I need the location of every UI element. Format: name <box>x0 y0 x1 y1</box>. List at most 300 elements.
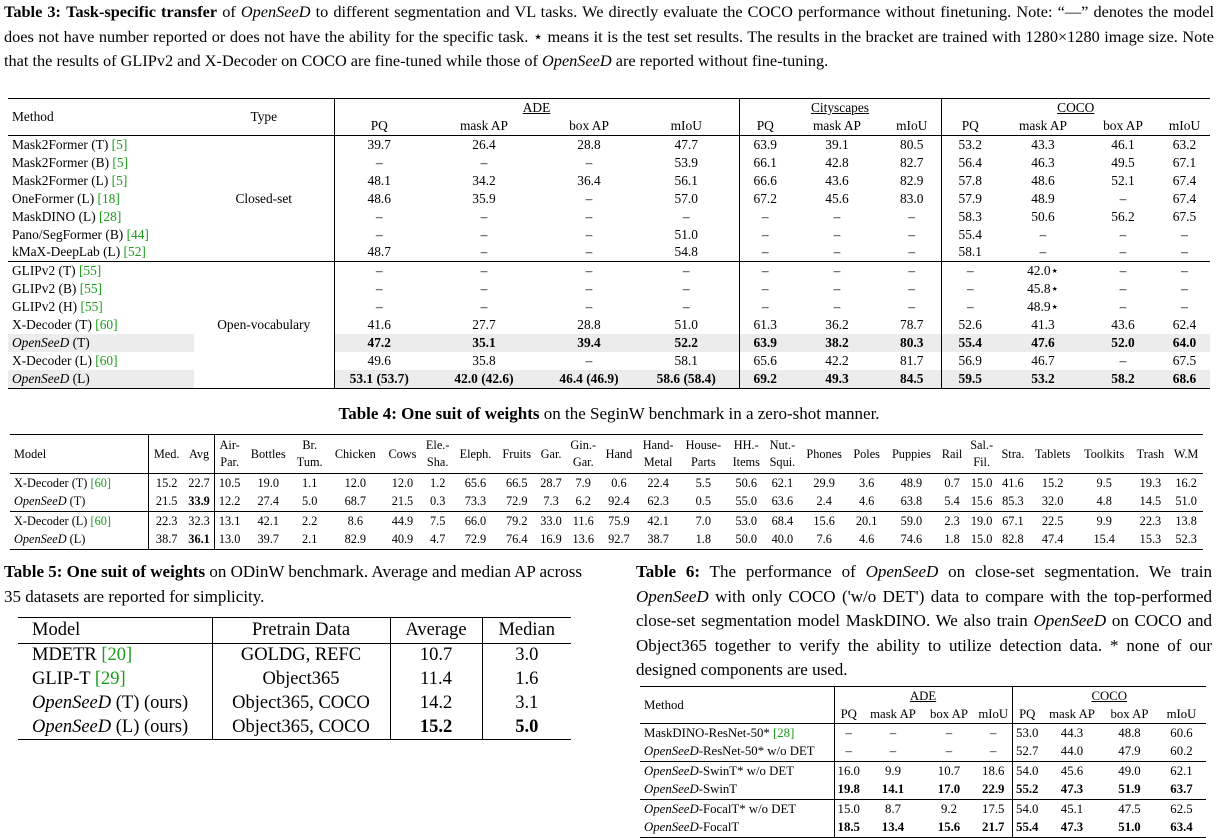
t4-header-col <box>765 435 800 474</box>
t4-header-text: Metal <box>643 455 673 469</box>
table-cell: 7.5 <box>429 513 446 528</box>
method-name-italic: OpenSeeD <box>32 716 112 737</box>
t3-subheader-col: mask AP <box>460 118 508 134</box>
table-cell: – <box>1181 299 1188 315</box>
table-row <box>8 136 1210 154</box>
t4-header-col <box>214 435 244 474</box>
table-cell: 52.7 <box>1016 744 1039 759</box>
t4-header-col <box>601 435 637 474</box>
t4-header-col <box>885 435 938 474</box>
method-label: X-Decoder (T) <box>12 317 96 333</box>
table-cell: 15.0 <box>970 475 993 490</box>
method-name-italic: OpenSeeD <box>14 494 67 509</box>
table-cell: 12.0 <box>391 475 414 490</box>
table-cell: 10.5 <box>218 475 241 490</box>
table-cell: 62.5 <box>1170 801 1193 816</box>
citation-link: [5] <box>112 154 129 170</box>
t4-header-text: Nut.- <box>769 438 796 452</box>
table-cell: 56.4 <box>958 154 982 170</box>
table-cell: 15.2 <box>155 475 178 490</box>
t6-header-coco: COCO <box>1091 688 1128 703</box>
table-cell: 27.7 <box>472 317 496 333</box>
t3-subheader-col: mask AP <box>813 118 861 134</box>
t3-type-cell: Open-vocabulary <box>194 262 334 388</box>
method-suffix: (T) <box>66 494 86 509</box>
table-cell: 17.5 <box>975 800 1012 819</box>
median-ap: 1.6 <box>515 669 539 689</box>
t5-header-median: Median <box>498 620 555 640</box>
table-cell: 45.8⋆ <box>1027 281 1059 297</box>
method-name <box>8 243 194 261</box>
table-cell: 16.2 <box>1175 475 1197 490</box>
t4-header-col <box>244 435 292 474</box>
table-cell: – <box>585 352 593 368</box>
table-cell: – <box>480 263 488 279</box>
table-cell: 58.3 <box>958 208 982 224</box>
citation-link: [60] <box>95 352 118 368</box>
table-cell: 48.7 <box>367 244 391 260</box>
method-suffix: -ResNet-50* w/o DET <box>698 744 815 759</box>
method-label: X-Decoder (T) <box>14 475 91 490</box>
table-cell: 2.1 <box>301 532 318 547</box>
method-name <box>8 334 194 352</box>
table-cell: 39.1 <box>825 137 849 152</box>
table-cell: – <box>375 208 383 224</box>
table-cell: – <box>975 724 1012 743</box>
t4-header-col <box>327 435 383 474</box>
table-cell: 22.3 <box>1139 513 1162 528</box>
method-name-italic: OpenSeeD <box>644 744 699 759</box>
table-cell: – <box>761 244 769 260</box>
t4-header-text: Cows <box>388 446 417 461</box>
table-cell: 2.3 <box>944 513 960 528</box>
table-cell: – <box>966 281 974 297</box>
table-cell: 49.5 <box>1111 154 1135 170</box>
table-cell: 54.0 <box>1016 801 1039 816</box>
t4-header-text: Sal.- <box>970 438 994 452</box>
t4-header-col <box>1169 435 1203 474</box>
t5-header-pretrain: Pretrain Data <box>212 618 390 644</box>
method-label: X-Decoder (L) <box>12 352 96 368</box>
citation-link: [20] <box>101 645 133 666</box>
table-cell: 13.6 <box>572 532 594 547</box>
table-cell: 42.1 <box>257 513 279 528</box>
table-cell: 48.8 <box>1118 725 1141 740</box>
t4-header-text: Br. <box>302 438 318 452</box>
table-cell: 29.9 <box>813 475 835 490</box>
method-name <box>8 352 194 370</box>
t4-header-text: Avg <box>188 446 210 461</box>
method-suffix: (T) <box>69 334 90 350</box>
method-label: OneFormer (L) <box>12 190 98 206</box>
method-name <box>8 226 194 244</box>
table-cell: – <box>375 263 383 279</box>
table-cell: 69.2 <box>753 370 777 386</box>
pretrain-data: Object365 <box>212 668 390 692</box>
method-label: MDETR <box>32 645 102 666</box>
table-cell: 15.6 <box>813 513 835 528</box>
table-cell: 42.2 <box>825 352 849 368</box>
table-cell: 73.3 <box>464 494 487 509</box>
table-cell: 67.4 <box>1172 172 1197 188</box>
table-cell: 51.0 <box>634 316 739 334</box>
table-cell: – <box>375 299 383 315</box>
citation-link: [60] <box>95 317 118 333</box>
t4-header-col <box>292 435 327 474</box>
t4-header-col <box>497 435 536 474</box>
table-cell: 53.0 <box>735 513 758 528</box>
table-cell: 14.1 <box>881 782 905 797</box>
table-cell: 66.1 <box>753 154 777 170</box>
table-cell: 8.7 <box>885 801 901 816</box>
table-cell: 21.5 <box>155 494 178 509</box>
table-cell: 53.2 <box>958 137 982 152</box>
table-cell: – <box>883 280 941 298</box>
t4-header-text: Squi. <box>769 455 796 469</box>
t4-header-text: Chicken <box>334 446 376 461</box>
table-cell: 47.7 <box>634 136 739 154</box>
table-row <box>8 298 1210 316</box>
t3-subheader-col: PQ <box>756 118 774 134</box>
method-label: GLIPv2 (H) <box>12 299 81 315</box>
table-cell: 7.9 <box>575 475 591 490</box>
t4-header-text: Model <box>14 446 47 461</box>
table-cell: – <box>883 208 941 226</box>
table-cell: 47.9 <box>1118 744 1141 759</box>
table-row <box>640 724 1206 743</box>
table-cell: – <box>889 744 897 759</box>
table-cell: – <box>585 226 593 242</box>
t3-header-type: Type <box>194 99 334 136</box>
table-row <box>8 172 1210 190</box>
t4-header-row <box>10 435 1203 474</box>
table-cell: 44.9 <box>391 513 414 528</box>
table-cell: – <box>1119 352 1127 368</box>
t4-header-col <box>938 435 966 474</box>
table-cell: 50.6 <box>735 475 758 490</box>
citation-link: [28] <box>773 725 795 740</box>
table-cell: – <box>585 244 593 260</box>
t4-header-text: Eleph. <box>459 446 492 461</box>
table-cell: 68.4 <box>771 513 794 528</box>
table-cell: 56.1 <box>634 172 739 190</box>
table-row <box>640 743 1206 762</box>
t4-header-text: Sha. <box>426 455 449 469</box>
table-cell: – <box>845 725 852 740</box>
table-cell: – <box>833 244 841 260</box>
table-cell: 11.6 <box>572 513 594 528</box>
table-cell: 36.1 <box>184 531 214 550</box>
table-cell: – <box>833 208 841 224</box>
t4-header-col <box>800 435 849 474</box>
table4 <box>10 434 1203 550</box>
table-cell: – <box>1039 244 1047 260</box>
t4-header-text: Items <box>732 455 760 469</box>
table-row <box>10 512 1203 531</box>
table-row <box>640 800 1206 819</box>
pretrain-data: Object365, COCO <box>212 692 390 716</box>
table-cell: 59.0 <box>900 513 923 528</box>
t6-subheader-col: PQ <box>1019 706 1036 721</box>
table-cell: 4.6 <box>858 532 875 547</box>
method-name-italic: OpenSeeD <box>32 693 112 713</box>
table-cell: 0.7 <box>944 475 960 490</box>
table-cell: 15.0 <box>837 801 860 816</box>
table-cell: 54.8 <box>634 243 739 261</box>
table-cell: – <box>761 208 769 224</box>
t6-subheader-col: box AP <box>1110 706 1149 721</box>
citation-link: [5] <box>111 172 128 188</box>
table-cell: 22.4 <box>647 475 669 490</box>
table-cell: 36.4 <box>577 172 601 188</box>
table-cell: 5.5 <box>695 475 712 490</box>
t3-subheader-col: PQ <box>370 118 388 134</box>
table-cell: 15.6 <box>970 494 993 509</box>
table-cell: – <box>480 244 488 260</box>
method-suffix: -FocalT* w/o DET <box>698 801 797 816</box>
method-name <box>10 493 149 512</box>
table-cell: 13.8 <box>1175 513 1197 528</box>
table-row <box>8 316 1210 334</box>
table-cell: 5.4 <box>944 494 960 509</box>
table-cell: 21.5 <box>391 494 414 509</box>
table-cell: – <box>634 208 739 226</box>
method-suffix: -SwinT* w/o DET <box>698 763 794 778</box>
table-cell: 72.9 <box>505 494 528 509</box>
method-name-italic: OpenSeeD <box>12 334 70 350</box>
citation-link: [5] <box>111 137 128 152</box>
method-label: Pano/SegFormer (B) <box>12 226 127 242</box>
method-name-italic: OpenSeeD <box>12 370 70 386</box>
table-cell: 67.4 <box>1172 190 1197 206</box>
table3-caption: Table 3: Task-specific transfer of OpenSeeD to different segmentation and VL tasks. We directly evaluate the COCO performance without finetuning. Note: “—” denotes the model does not have number reported or does not have the ability for the specific task. ⋆ means it is the test set results. The results in the bracket are trained with 1280×1280 image size. Note that the results of GLIPv2 and X-Decoder on COCO are fine-tuned while those of OpenSeeD are reported without fine-tuning. <box>4 2 1214 70</box>
table-cell: 9.9 <box>1096 513 1112 528</box>
table-cell: 47.6 <box>1031 334 1055 350</box>
t4-header-text: Ele.- <box>425 438 450 452</box>
table-cell: 58.1 <box>958 244 982 260</box>
method-name <box>18 692 212 716</box>
table-cell: 19.3 <box>1139 475 1162 490</box>
table-cell: 42.1 <box>647 513 669 528</box>
table3 <box>8 98 1210 389</box>
citation-link: [60] <box>90 513 111 528</box>
table-cell: 28.8 <box>577 317 601 333</box>
table-cell: 63.4 <box>1170 820 1193 835</box>
table-cell: 48.9 <box>900 475 923 490</box>
t4-header-text: Bottles <box>250 446 286 461</box>
t6-subheader-col: mIoU <box>975 705 1012 724</box>
average-ap: 10.7 <box>390 644 482 668</box>
pretrain-data: Object365, COCO <box>212 716 390 740</box>
t3-type-cell: Closed-set <box>194 136 334 262</box>
citation-link: [29] <box>94 669 126 689</box>
table-cell: – <box>585 263 593 279</box>
table-row <box>8 154 1210 172</box>
table-cell: – <box>585 281 593 297</box>
table-row <box>640 819 1206 838</box>
table-cell: 68.7 <box>344 494 367 509</box>
table-cell: – <box>634 298 739 316</box>
t3-subheader-col: mIoU <box>1168 118 1201 134</box>
pretrain-data: GOLDG, REFC <box>212 644 390 668</box>
table-cell: 38.7 <box>155 532 178 547</box>
table-cell: 15.0 <box>970 532 993 547</box>
table-cell: – <box>1181 244 1188 260</box>
table-cell: 26.4 <box>472 137 496 152</box>
table-row <box>10 493 1203 512</box>
table-cell: 22.7 <box>184 474 214 493</box>
table-cell: 62.1 <box>771 475 794 490</box>
table-cell: 39.7 <box>367 137 391 152</box>
table-cell: 53.9 <box>634 154 739 172</box>
table-cell: 34.2 <box>472 172 496 188</box>
table-row <box>18 716 571 740</box>
table-cell: – <box>889 725 897 740</box>
table-cell: 38.7 <box>647 532 669 547</box>
t4-header-text: Tablets <box>1034 446 1071 461</box>
table-cell: 1.8 <box>695 532 712 547</box>
table-cell: 50.0 <box>735 532 758 547</box>
table-cell: 60.6 <box>1170 725 1193 740</box>
table-cell: 0.3 <box>429 494 446 509</box>
t4-header-col <box>679 435 728 474</box>
t3-header-method: Method <box>8 99 194 136</box>
table-cell: 36.2 <box>825 317 849 333</box>
method-label: GLIPv2 (T) <box>12 263 79 279</box>
table-cell: 40.0 <box>771 532 794 547</box>
table4-caption: Table 4: One suit of weights on the SeginW benchmark in a zero-shot manner. <box>338 404 880 423</box>
t4-header-col <box>149 435 185 474</box>
table-cell: 4.7 <box>429 532 446 547</box>
table-cell: 52.3 <box>1175 532 1197 547</box>
table-cell: 55.4 <box>958 334 982 350</box>
table-cell: – <box>883 262 941 280</box>
table-cell: – <box>883 298 941 316</box>
citation-link: [28] <box>99 208 122 224</box>
t3-subheader-col: box AP <box>569 118 609 134</box>
table-cell: 3.6 <box>858 475 875 490</box>
table-cell: – <box>833 299 841 315</box>
method-name <box>640 781 834 800</box>
t4-header-text: Phones <box>806 446 842 461</box>
method-name <box>8 154 194 172</box>
table-cell: 50.6 <box>1031 208 1055 224</box>
table-cell: 32.0 <box>1041 494 1064 509</box>
table-cell: 43.3 <box>1031 137 1055 152</box>
table-cell: 57.0 <box>634 190 739 208</box>
t4-header-text: Air- <box>219 438 240 452</box>
table-cell: 55.0 <box>735 494 758 509</box>
table-cell: 53.2 <box>1031 370 1055 386</box>
table-row <box>10 531 1203 550</box>
table-cell: 35.8 <box>472 352 496 368</box>
method-name <box>18 716 212 740</box>
table-cell: 46.1 <box>1111 137 1135 152</box>
t3-subheader-col: box AP <box>1103 118 1143 134</box>
table-cell: 20.1 <box>855 513 878 528</box>
table-cell: – <box>761 299 769 315</box>
table-cell: 67.1 <box>1002 513 1024 528</box>
t3-subheader-col: mIoU <box>883 117 941 135</box>
table-cell: 2.2 <box>301 513 318 528</box>
method-suffix: -FocalT <box>698 820 740 835</box>
table-cell: – <box>966 263 974 279</box>
table-cell: 82.7 <box>883 154 941 172</box>
table-cell: 92.4 <box>608 494 630 509</box>
table-cell: 81.7 <box>883 352 941 370</box>
table-row <box>10 474 1203 493</box>
table-cell: 85.3 <box>1002 494 1024 509</box>
table-cell: 39.7 <box>257 532 279 547</box>
table-cell: 15.2 <box>1041 475 1064 490</box>
table-cell: 38.2 <box>825 334 849 350</box>
t4-header-text: House- <box>685 438 722 452</box>
table-cell: 68.6 <box>1172 370 1197 386</box>
table-cell: 62.1 <box>1170 763 1193 778</box>
table-cell: 43.6 <box>1111 317 1135 333</box>
table-cell: 55.4 <box>1016 820 1039 835</box>
table-row <box>8 334 1210 352</box>
table-cell: 75.9 <box>608 513 630 528</box>
table-cell: 63.8 <box>900 494 923 509</box>
table6 <box>640 686 1206 838</box>
table5 <box>18 617 571 740</box>
table-cell: 4.6 <box>858 494 875 509</box>
table-cell: 48.1 <box>367 172 391 188</box>
table-cell: – <box>833 263 841 279</box>
method-suffix: (L) <box>66 532 86 547</box>
table-cell: 45.6 <box>825 190 849 206</box>
table-cell: 47.2 <box>367 334 391 350</box>
t3-subheader-col: PQ <box>961 118 979 134</box>
table-row <box>8 226 1210 244</box>
method-name-italic: OpenSeeD <box>644 763 699 778</box>
table-cell: 49.3 <box>825 370 849 386</box>
table-cell: 55.2 <box>1016 782 1039 797</box>
table-cell: 55.4 <box>958 226 982 242</box>
table-cell: 35.1 <box>472 334 496 350</box>
table-cell: 15.6 <box>937 820 961 835</box>
t4-header-text: Med. <box>153 446 180 461</box>
method-label: GLIP-T <box>32 669 95 689</box>
t4-header-col <box>1029 435 1077 474</box>
average-ap: 11.4 <box>390 668 482 692</box>
table-cell: – <box>845 744 852 759</box>
table-cell: 9.5 <box>1096 475 1112 490</box>
t3-header-coco: COCO <box>941 99 1210 118</box>
table-cell: 61.3 <box>753 317 777 333</box>
table-cell: – <box>761 226 769 242</box>
table-cell: 41.6 <box>367 317 391 333</box>
method-name <box>10 474 149 493</box>
table-row <box>640 781 1206 800</box>
table-cell: 92.7 <box>608 532 630 547</box>
table-cell: 0.5 <box>695 494 712 509</box>
table-cell: 39.4 <box>577 334 601 350</box>
table-cell: 79.2 <box>505 513 528 528</box>
table-row <box>18 668 571 692</box>
table-cell: 64.0 <box>1172 334 1197 350</box>
table-cell: 63.6 <box>771 494 794 509</box>
table-cell: 1.1 <box>301 475 318 490</box>
method-name <box>640 819 834 838</box>
table-cell: 42.0 (42.6) <box>454 370 514 386</box>
table-cell: – <box>1119 263 1127 279</box>
table-cell: 7.0 <box>695 513 712 528</box>
t6-subheader-col: mIoU <box>1166 706 1197 721</box>
table-cell: 4.8 <box>1096 494 1112 509</box>
table-row <box>8 370 1210 388</box>
